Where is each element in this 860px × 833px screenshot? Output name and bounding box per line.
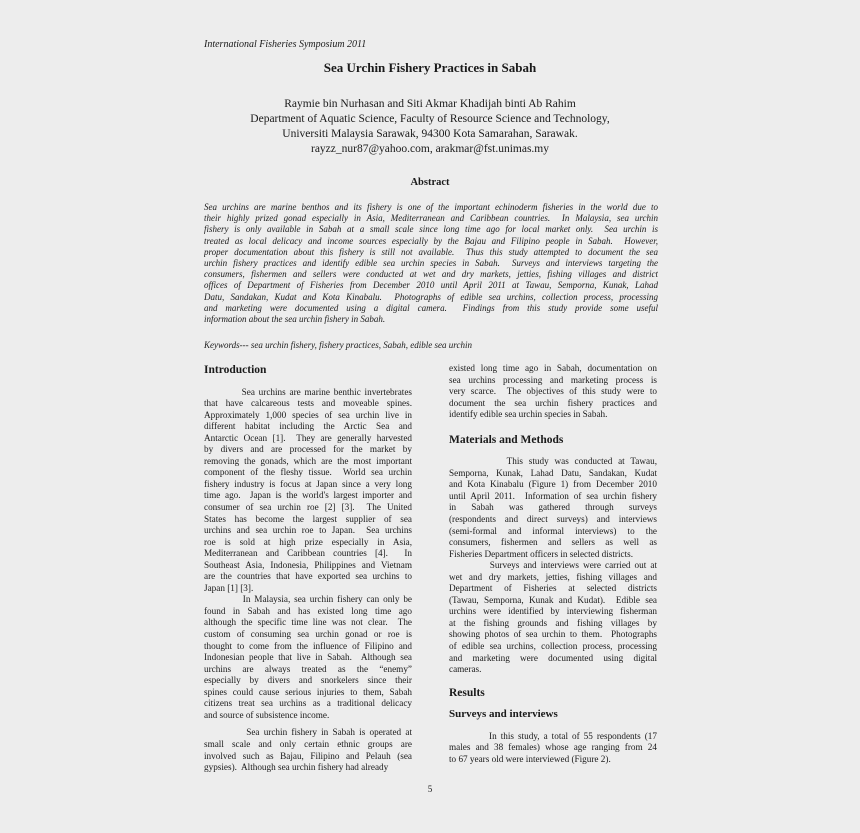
text-line: Sea urchins are marine benthic invertebrates: [204, 386, 412, 397]
text-line: found in Sabah and has existed long time ago: [204, 605, 412, 616]
paper-title: Sea Urchin Fishery Practices in Sabah: [323, 60, 537, 75]
text-line: different habitat including the Arctic Sea and: [204, 421, 412, 432]
abstract-line: their highly prized gonad especially in Asia, Mediterranean and Caribbean countries. In Malaysia, sea urchin: [204, 213, 658, 224]
text-line: time ago. Japan is the world's largest importer and: [204, 490, 412, 501]
text-line: States has become the largest supplier of sea: [204, 513, 412, 524]
text-line: and Kota Kinabalu (Figure 1) from December 2010: [449, 479, 657, 490]
text-line: showing photos of sea urchin to them. Photographs: [449, 629, 657, 640]
abstract-line: information about the sea urchin fishery in Sabah.: [204, 314, 386, 325]
methods-paragraph: [449, 560, 657, 675]
abstract-line: consumers, fishermen and sellers were conducted at wet and dry markets, jetties, fishing villages and district: [204, 269, 658, 280]
abstract-line: offices of Department of Fisheries from December 2010 until April 2011 at Tawau, Semporna, Kunak, Lahad: [204, 280, 658, 291]
abstract-line: proper documentation about this fishery is still not available. Thus this study attempted to document the sea: [204, 246, 658, 257]
abstract-line: treated as local delicacy and income sources especially by the Bajau and Filipino people in Sabah. However,: [204, 235, 658, 246]
text-line: males and 38 females) whose age ranging from 24: [449, 742, 657, 753]
text-line: Surveys and interviews were carried out at: [449, 560, 657, 571]
text-line: urchins are always treated as the “enemy”: [204, 663, 412, 674]
text-line: and source of subsistence income.: [204, 709, 330, 720]
text-line: Fisheries Department officers in selected districts.: [449, 548, 634, 559]
text-line: until April 2011. Information of sea urchin fishery: [449, 490, 657, 501]
text-line: Antarctic Ocean [1]. They are generally harvested: [204, 432, 412, 443]
text-line: gypsies). Although sea urchin fishery had already: [204, 762, 389, 773]
abstract-line: Datu, Sandakan, Kudat and Kota Kinabalu. Photographs of edible sea urchins, collection process, processing: [204, 291, 658, 302]
text-line: wet and dry markets, jetties, fishing villages and: [449, 571, 657, 582]
text-line: This study was conducted at Tawau,: [449, 456, 657, 467]
affiliation-univ: Universiti Malaysia Sarawak, 94300 Kota Samarahan, Sarawak.: [282, 128, 578, 140]
abstract-line: fishery is only available in Sabah at a small scale since long time ago for local market only. Sea urchin is: [204, 224, 658, 235]
page-number: 5: [427, 784, 433, 794]
abstract-line: urchin fishery practices and identify edible sea urchin species in Sabah. Surveys and interviews targeting the: [204, 258, 658, 269]
text-line: although the specific time line was not clear. The: [204, 617, 412, 628]
text-line: component of the fleshy tissue. World sea urchin: [204, 467, 412, 478]
abstract-line: and marketing were documented using a digital camera. Findings from this study provide some useful: [204, 302, 658, 313]
text-line: Semporna, Kunak, Lahad Datu, Sandakan, Kudat: [449, 467, 657, 478]
text-line: very scarce. The objectives of this study were to: [449, 386, 657, 397]
text-line: (semi-formal and informal interviews) to the: [449, 525, 657, 536]
text-line: are the countries that have exported sea urchins to: [204, 571, 412, 582]
results-paragraph: [449, 731, 657, 766]
affiliation-dept: Department of Aquatic Science, Faculty of Resource Science and Technology,: [250, 113, 610, 125]
text-line: Approximately 1,000 species of sea urchin live in: [204, 409, 412, 420]
results-heading: Results: [449, 686, 485, 699]
text-line: by divers and are processed for the market by: [204, 444, 412, 455]
text-line: that have calcareous tests and moveable spines.: [204, 398, 412, 409]
text-line: and marketing were documented using digital: [449, 652, 657, 663]
text-line: spines could cause serious injuries to them, Sabah: [204, 686, 412, 697]
text-line: at the fishing grounds and fishing villages by: [449, 617, 657, 628]
methods-paragraph: [449, 456, 657, 560]
surveys-subheading: Surveys and interviews: [449, 708, 558, 721]
text-line: thought to come from the influence of Filipino and: [204, 640, 412, 651]
right-column: [449, 363, 657, 765]
introduction-paragraph: [204, 594, 412, 721]
text-line: urchins and sea urchin roe to Japan. Sea urchins: [204, 525, 412, 536]
methods-heading: Materials and Methods: [449, 433, 564, 446]
left-column: [204, 365, 412, 774]
text-line: citizens treat sea urchins as a traditional delicacy: [204, 698, 412, 709]
text-line: to 67 years old were interviewed (Figure 2).: [449, 753, 611, 764]
text-line: especially by divers and snorkelers since their: [204, 675, 412, 686]
keywords: Keywords--- sea urchin fishery, fishery practices, Sabah, edible sea urchin: [204, 340, 472, 350]
text-line: of edible sea urchins, collection process, processing: [449, 641, 657, 652]
text-line: fishery industry is focus at Japan since a very long: [204, 478, 412, 489]
author-emails: rayzz_nur87@yahoo.com, arakmar@fst.unimas.my: [310, 143, 549, 155]
text-line: Mediterranean and Caribbean countries [4]. In: [204, 548, 412, 559]
author-names: Raymie bin Nurhasan and Siti Akmar Khadijah binti Ab Rahim: [284, 98, 576, 110]
text-line: identify edible sea urchin species in Sabah.: [449, 409, 608, 420]
text-line: document the sea urchin fishery practices and: [449, 397, 657, 408]
text-line: Department of Fisheries at selected districts: [449, 583, 657, 594]
text-line: consumers, fishermen and sellers as well as: [449, 537, 657, 548]
text-line: consumer of sea urchin roe [2] [3]. The United: [204, 502, 412, 513]
text-line: Indonesian people that live in Sabah. Although sea: [204, 652, 412, 663]
introduction-paragraph: [204, 727, 412, 773]
introduction-paragraph: [204, 387, 412, 595]
abstract-text: [204, 202, 658, 325]
text-line: cameras.: [449, 664, 482, 675]
text-line: existed long time ago in Sabah, documentation on: [449, 363, 657, 373]
abstract-line: Sea urchins are marine benthos and its fishery is one of the important echinoderm fisheries in the world due to: [204, 202, 658, 212]
text-line: (Tawau, Semporna, Kunak and Kudat). Edible sea: [449, 594, 657, 605]
text-line: involved such as Bajau, Filipino and Pelauh (sea: [204, 750, 412, 761]
text-line: Japan [1] [3].: [204, 582, 254, 593]
introduction-paragraph: [449, 363, 657, 421]
abstract-heading: Abstract: [410, 177, 450, 188]
introduction-heading: Introduction: [204, 364, 267, 376]
text-line: In this study, a total of 55 respondents (17: [449, 730, 657, 741]
text-line: Southeast Asia, Indonesia, Philippines and Vietnam: [204, 559, 412, 570]
text-line: removing the gonads, which are the most important: [204, 455, 412, 466]
text-line: custom of consuming sea urchin gonad or roe is: [204, 629, 412, 640]
text-line: (respondents and direct surveys) and interviews: [449, 514, 657, 525]
text-line: sea urchins processing and marketing process is: [449, 374, 657, 385]
text-line: roe is sold at high prize especially in Asia,: [204, 536, 412, 547]
running-header: International Fisheries Symposium 2011: [204, 39, 367, 50]
text-line: Sea urchin fishery in Sabah is operated at: [204, 727, 412, 738]
text-line: small scale and only certain ethnic groups are: [204, 738, 412, 749]
author-block: [0, 97, 860, 157]
text-line: In Malaysia, sea urchin fishery can only be: [204, 594, 412, 605]
text-line: in Sabah was gathered through surveys: [449, 502, 657, 513]
text-line: urchins were identified by interviewing fisherman: [449, 606, 657, 617]
